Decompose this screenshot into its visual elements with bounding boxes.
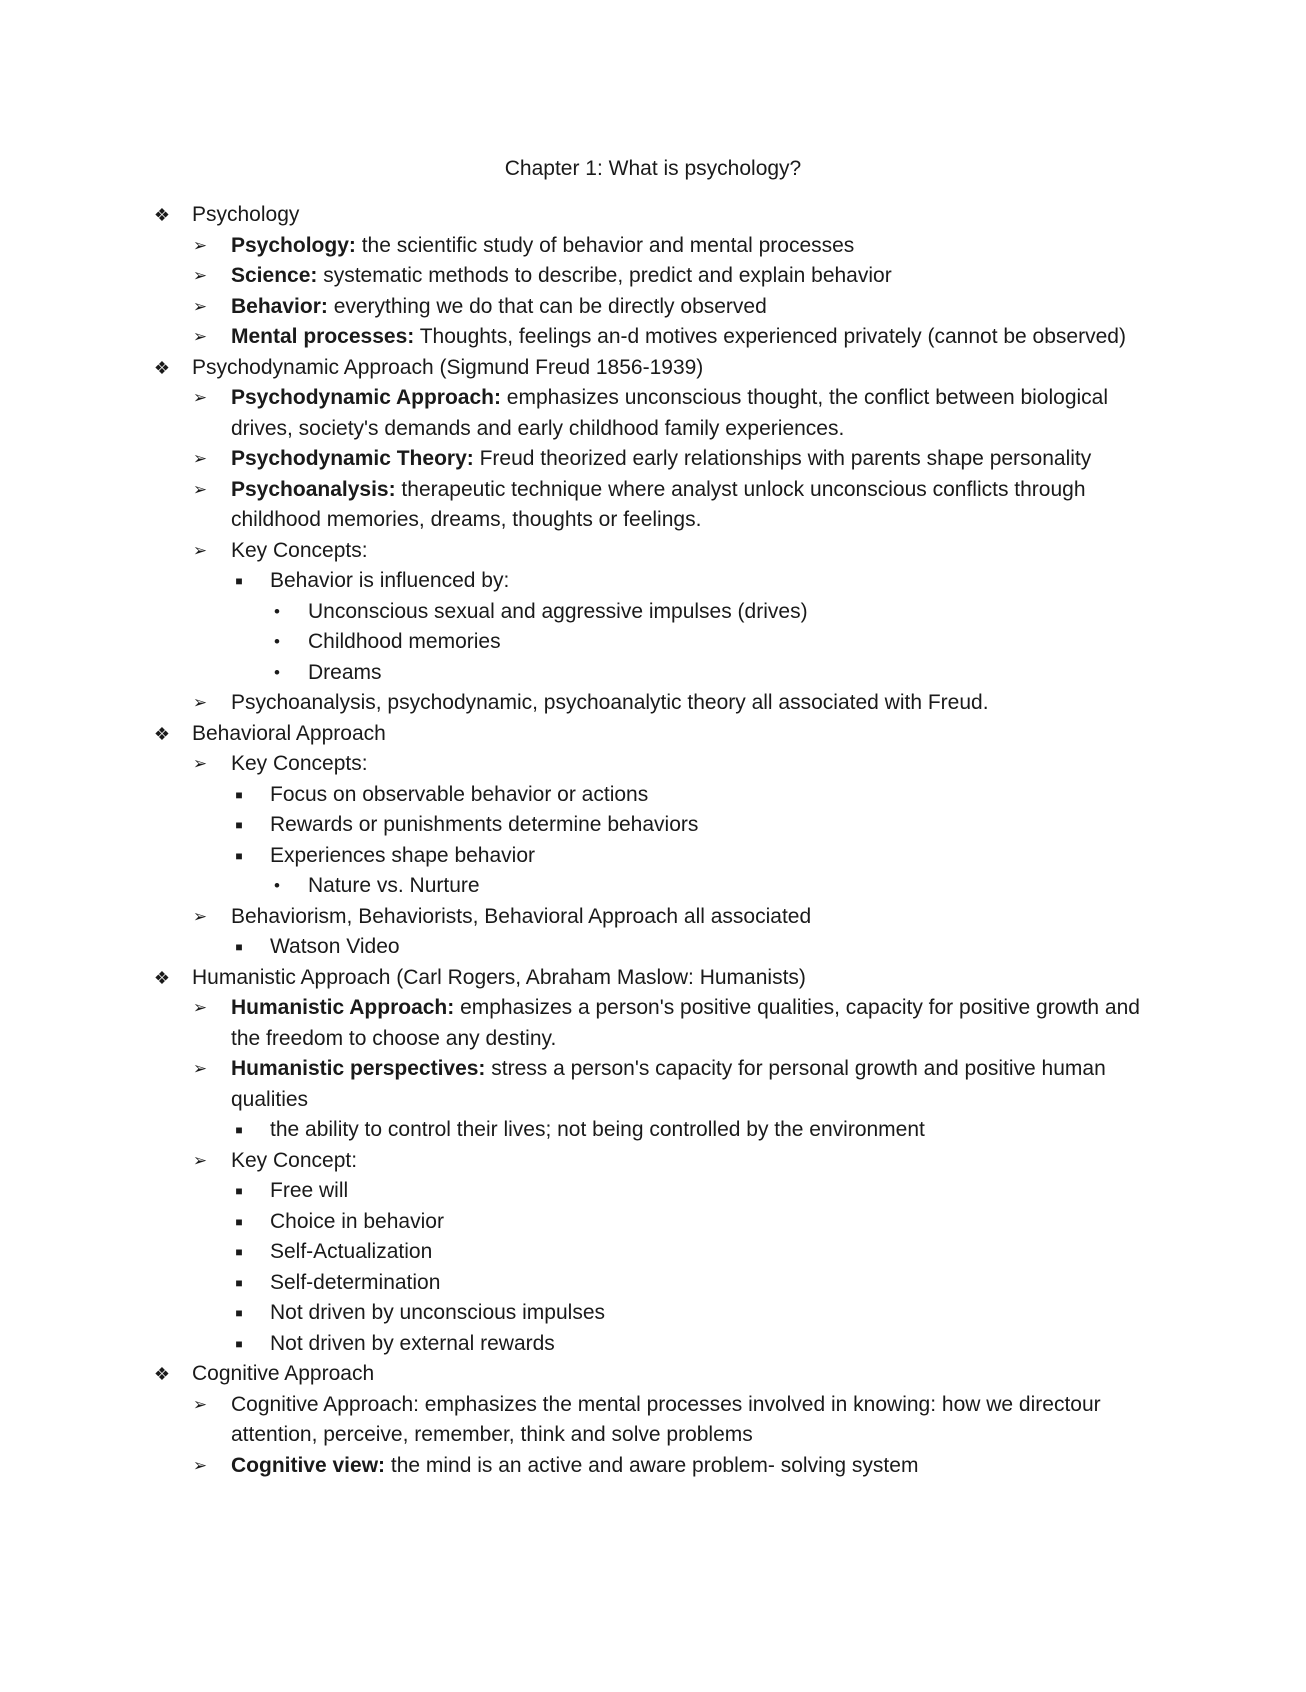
arrow-bullet-icon: ➢	[192, 388, 208, 407]
list-item	[150, 383, 1160, 444]
list-item-text: the mind is an active and aware problem- solving system	[385, 1453, 919, 1477]
arrow-bullet-icon: ➢	[192, 1059, 208, 1078]
square-bullet-icon: ■	[235, 1123, 243, 1137]
square-bullet-icon: ■	[235, 1306, 243, 1320]
list-item-text: Rewards or punishments determine behaviors	[270, 813, 699, 836]
square-bullet-icon: ■	[235, 787, 243, 802]
term-label: Behavior:	[231, 294, 328, 318]
term-label: Psychodynamic Approach:	[231, 386, 501, 409]
arrow-bullet-icon: ➢	[192, 540, 208, 560]
square-bullet-icon: ■	[235, 818, 243, 832]
list-item-text: Self-Actualization	[270, 1240, 433, 1263]
sub-list-item	[150, 1176, 1160, 1207]
sub-list-item	[150, 1237, 1160, 1268]
list-item-text: everything we do that can be directly observed	[327, 294, 767, 318]
list-item	[150, 749, 1160, 780]
arrow-bullet-icon: ➢	[192, 754, 208, 773]
page-title: Chapter 1: What is psychology?	[504, 157, 802, 180]
dot-bullet-icon: •	[274, 662, 280, 682]
arrow-bullet-icon: ➢	[192, 449, 208, 468]
square-bullet-icon: ■	[235, 574, 243, 588]
arrow-bullet-icon: ➢	[192, 479, 208, 499]
sub-list-item	[150, 810, 1160, 841]
arrow-bullet-icon: ➢	[192, 1394, 208, 1414]
section-heading	[150, 1359, 1160, 1390]
list-item-text: Freud theorized early relationships with parents shape personality	[473, 447, 1092, 470]
list-item	[150, 1390, 1160, 1451]
list-item-text: Thoughts, feelings an-d motives experienced privately (cannot be observed)	[414, 325, 1126, 348]
list-item	[150, 536, 1160, 567]
sub-sub-list-item	[150, 871, 1160, 902]
dot-bullet-icon: •	[274, 601, 280, 621]
list-item-text: Not driven by unconscious impulses	[270, 1301, 605, 1324]
section-heading	[150, 353, 1160, 384]
arrow-bullet-icon: ➢	[192, 998, 208, 1017]
sub-list-item	[150, 780, 1160, 811]
diamond-bullet-icon: ❖	[153, 723, 171, 744]
list-item-text: Behavior is influenced by:	[270, 569, 510, 592]
section-heading	[150, 719, 1160, 750]
notes-outline	[150, 200, 1160, 1481]
list-item-text: emphasizes unconscious thought, the conflict between biological drives, society's demands and early childhood family experiences.	[231, 386, 1109, 440]
arrow-bullet-icon: ➢	[192, 693, 208, 712]
sub-sub-list-item	[150, 597, 1160, 628]
list-item	[150, 1146, 1160, 1177]
square-bullet-icon: ■	[235, 940, 243, 954]
list-item-text: systematic methods to describe, predict and explain behavior	[317, 264, 892, 287]
diamond-bullet-icon: ❖	[153, 205, 171, 225]
term-label: Psychology:	[231, 233, 356, 257]
list-item-text: Childhood memories	[308, 630, 501, 653]
sub-list-item	[150, 1329, 1160, 1360]
list-item	[150, 993, 1160, 1054]
square-bullet-icon: ■	[235, 1184, 243, 1198]
list-item-text: emphasizes a person's positive qualities, capacity for positive growth and the freedom to choose any destiny.	[231, 996, 1140, 1050]
list-item-text: Watson Video	[270, 935, 400, 958]
list-item-text: Psychology	[192, 203, 300, 226]
section-heading	[150, 200, 1160, 231]
sub-list-item	[150, 1298, 1160, 1329]
list-item-text: stress a person's capacity for personal growth and positive human qualities	[231, 1057, 1106, 1111]
arrow-bullet-icon: ➢	[192, 1150, 208, 1170]
term-label: Science:	[231, 264, 318, 287]
list-item-text: Dreams	[308, 660, 382, 684]
arrow-bullet-icon: ➢	[192, 327, 208, 346]
list-item-text: Psychodynamic Approach (Sigmund Freud 1856-1939)	[192, 355, 704, 379]
list-item	[150, 1451, 1160, 1482]
list-item-text: Unconscious sexual and aggressive impulses (drives)	[308, 599, 808, 623]
term-label: Psychoanalysis:	[231, 477, 396, 501]
list-item-text: Nature vs. Nurture	[308, 874, 480, 897]
list-item-text: the ability to control their lives; not being controlled by the environment	[270, 1118, 925, 1141]
term-label: Humanistic Approach:	[231, 996, 455, 1019]
sub-list-item	[150, 932, 1160, 963]
list-item-text: Key Concept:	[231, 1148, 358, 1172]
diamond-bullet-icon: ❖	[153, 357, 171, 378]
arrow-bullet-icon: ➢	[192, 235, 208, 255]
list-item-text: Key Concepts:	[231, 538, 368, 562]
arrow-bullet-icon: ➢	[192, 906, 208, 926]
sub-list-item	[150, 1115, 1160, 1146]
list-item-text: Focus on observable behavior or actions	[270, 782, 649, 806]
list-item	[150, 902, 1160, 933]
list-item-text: Key Concepts:	[231, 752, 368, 775]
list-item-text: Humanistic Approach (Carl Rogers, Abraham Maslow: Humanists)	[192, 965, 806, 989]
list-item	[150, 475, 1160, 536]
arrow-bullet-icon: ➢	[192, 296, 208, 316]
list-item-text: Choice in behavior	[270, 1209, 444, 1233]
sub-list-item	[150, 841, 1160, 872]
list-item	[150, 261, 1160, 292]
list-item-text: Cognitive Approach	[192, 1362, 375, 1385]
sub-list-item	[150, 1207, 1160, 1238]
term-label: Psychodynamic Theory:	[231, 447, 474, 470]
list-item-text: Psychoanalysis, psychodynamic, psychoanalytic theory all associated with Freud.	[231, 691, 989, 714]
dot-bullet-icon: •	[274, 876, 280, 895]
term-label: Cognitive view:	[231, 1453, 386, 1477]
sub-sub-list-item	[150, 658, 1160, 689]
list-item	[150, 231, 1160, 262]
list-item-text: Cognitive Approach: emphasizes the mental processes involved in knowing: how we directour attention, perceive, remember, think and solve problems	[231, 1392, 1101, 1446]
diamond-bullet-icon: ❖	[153, 967, 171, 988]
sub-sub-list-item	[150, 627, 1160, 658]
diamond-bullet-icon: ❖	[153, 1364, 171, 1384]
list-item	[150, 292, 1160, 323]
list-item	[150, 322, 1160, 353]
dot-bullet-icon: •	[274, 632, 280, 651]
arrow-bullet-icon: ➢	[192, 266, 208, 285]
list-item	[150, 688, 1160, 719]
section-heading	[150, 963, 1160, 994]
arrow-bullet-icon: ➢	[192, 1455, 208, 1475]
term-label: Humanistic perspectives:	[231, 1057, 486, 1080]
list-item-text: Behaviorism, Behaviorists, Behavioral Approach all associated	[231, 904, 812, 928]
list-item	[150, 444, 1160, 475]
sub-list-item	[150, 1268, 1160, 1299]
list-item	[150, 1054, 1160, 1115]
list-item-text: therapeutic technique where analyst unlock unconscious conflicts through childhood memories, dreams, thoughts or feelings.	[231, 477, 1086, 531]
square-bullet-icon: ■	[235, 1336, 243, 1351]
list-item-text: the scientific study of behavior and mental processes	[355, 233, 855, 257]
list-item-text: Behavioral Approach	[192, 721, 386, 745]
square-bullet-icon: ■	[235, 1214, 243, 1229]
list-item-text: Experiences shape behavior	[270, 843, 536, 867]
square-bullet-icon: ■	[235, 1245, 243, 1259]
sub-list-item	[150, 566, 1160, 597]
list-item-text: Not driven by external rewards	[270, 1331, 555, 1355]
list-item-text: Self-determination	[270, 1270, 441, 1294]
term-label: Mental processes:	[231, 325, 415, 348]
square-bullet-icon: ■	[235, 1275, 243, 1290]
list-item-text: Free will	[270, 1179, 349, 1202]
square-bullet-icon: ■	[235, 848, 243, 863]
